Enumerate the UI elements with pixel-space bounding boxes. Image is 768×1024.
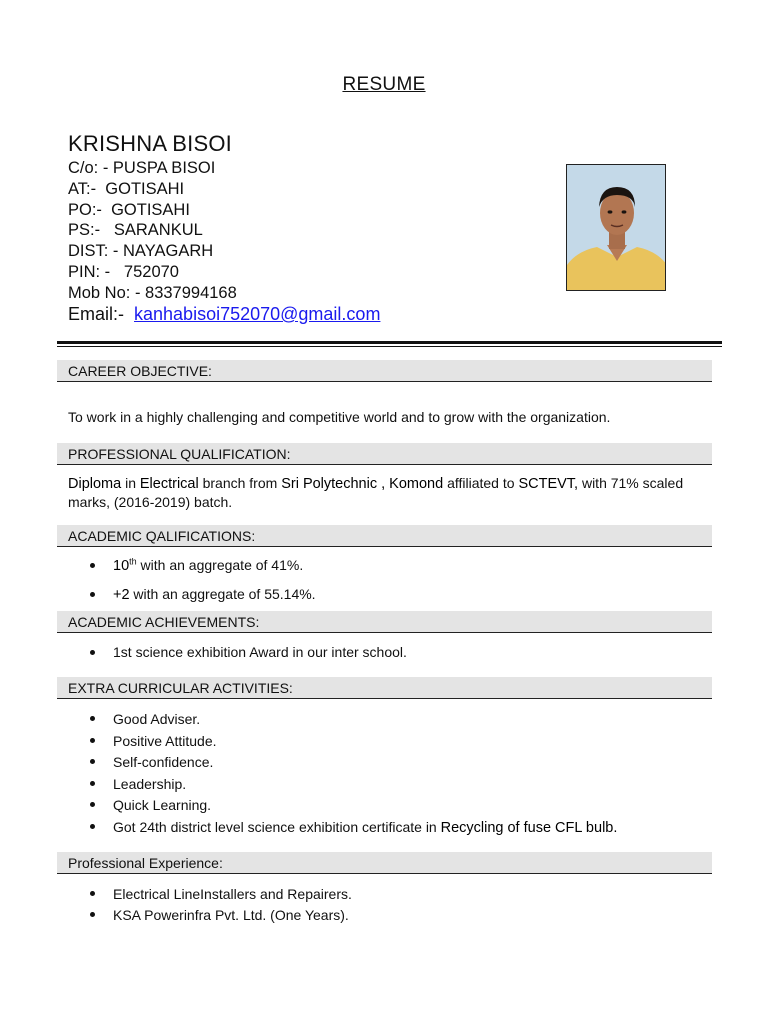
plus-two-label: +2 [113,587,130,603]
list-item: Quick Learning. [68,795,617,817]
candidate-name: KRISHNA BISOI [68,131,232,156]
certificate-project: Recycling of fuse CFL bulb. [440,819,618,836]
care-of-line: C/o: - PUSPA BISOI [68,159,216,177]
pq-text-2: branch from [198,475,282,491]
plus-two-aggregate: with an aggregate of 55.14%. [129,586,316,602]
section-heading-academic-achievements: ACADEMIC ACHIEVEMENTS: [57,611,712,633]
mobile-line: Mob No: - 8337994168 [68,283,237,302]
header-divider-thin [57,346,722,347]
academic-achievements-list [68,643,407,661]
address-block [68,158,237,304]
at-line: AT:- GOTISAHI [68,179,185,198]
section-heading-professional-qualification: PROFESSIONAL QUALIFICATION: [57,443,712,465]
institute-name: Sri Polytechnic , Komond [281,476,444,492]
professional-experience-list [68,884,352,926]
pq-text-4: with 71% scaled marks, (2016-2019) batch. [68,475,684,510]
board-name: SCTEVT, [518,476,579,492]
list-item [68,556,316,575]
list-item: Self-confidence. [68,752,617,774]
document-title: RESUME [342,74,426,95]
section-heading-academic-qualifications: ACADEMIC QALIFICATIONS: [57,525,712,547]
list-item [68,585,316,604]
tenth-label: 10 [113,558,130,574]
certificate-text: Got 24th district level science exhibition certificate in [113,818,441,835]
extra-curricular-list [68,709,617,840]
email-link[interactable]: kanhabisoi752070@gmail.com [134,304,381,324]
profile-photo [566,164,666,291]
section-heading-professional-experience: Professional Experience: [57,852,712,874]
tenth-superscript: th [129,556,137,567]
tenth-aggregate: with an aggregate of 41%. [136,557,304,573]
list-item: Leadership. [68,774,617,796]
pq-text-1: in [121,475,140,491]
section-heading-career-objective: CAREER OBJECTIVE: [57,360,712,382]
academic-qualifications-list [68,556,316,604]
professional-qualification-text [68,474,708,511]
list-item: KSA Powerinfra Pvt. Ltd. (One Years). [68,905,352,926]
list-item: Positive Attitude. [68,731,617,753]
email-label: Email:- [68,304,135,324]
diploma-term: Diploma [68,476,122,492]
email-row [68,304,380,325]
list-item [68,817,617,840]
pq-text-3: affiliated to [443,475,519,491]
district-line: DIST: - NAYAGARH [68,242,214,261]
career-objective-text: To work in a highly challenging and competitive world and to grow with the organization. [68,409,611,425]
pin-line: PIN: - 752070 [68,262,179,281]
list-item: Good Adviser. [68,709,617,731]
list-item: Electrical LineInstallers and Repairers. [68,884,352,905]
ps-line: PS:- SARANKUL [68,221,203,240]
po-line: PO:- GOTISAHI [68,200,190,219]
header-divider-thick [57,341,722,344]
branch-term: Electrical [139,476,199,492]
section-heading-extra-curricular: EXTRA CURRICULAR ACTIVITIES: [57,677,712,699]
person-photo-icon [567,165,666,291]
list-item: 1st science exhibition Award in our inter school. [68,643,407,661]
